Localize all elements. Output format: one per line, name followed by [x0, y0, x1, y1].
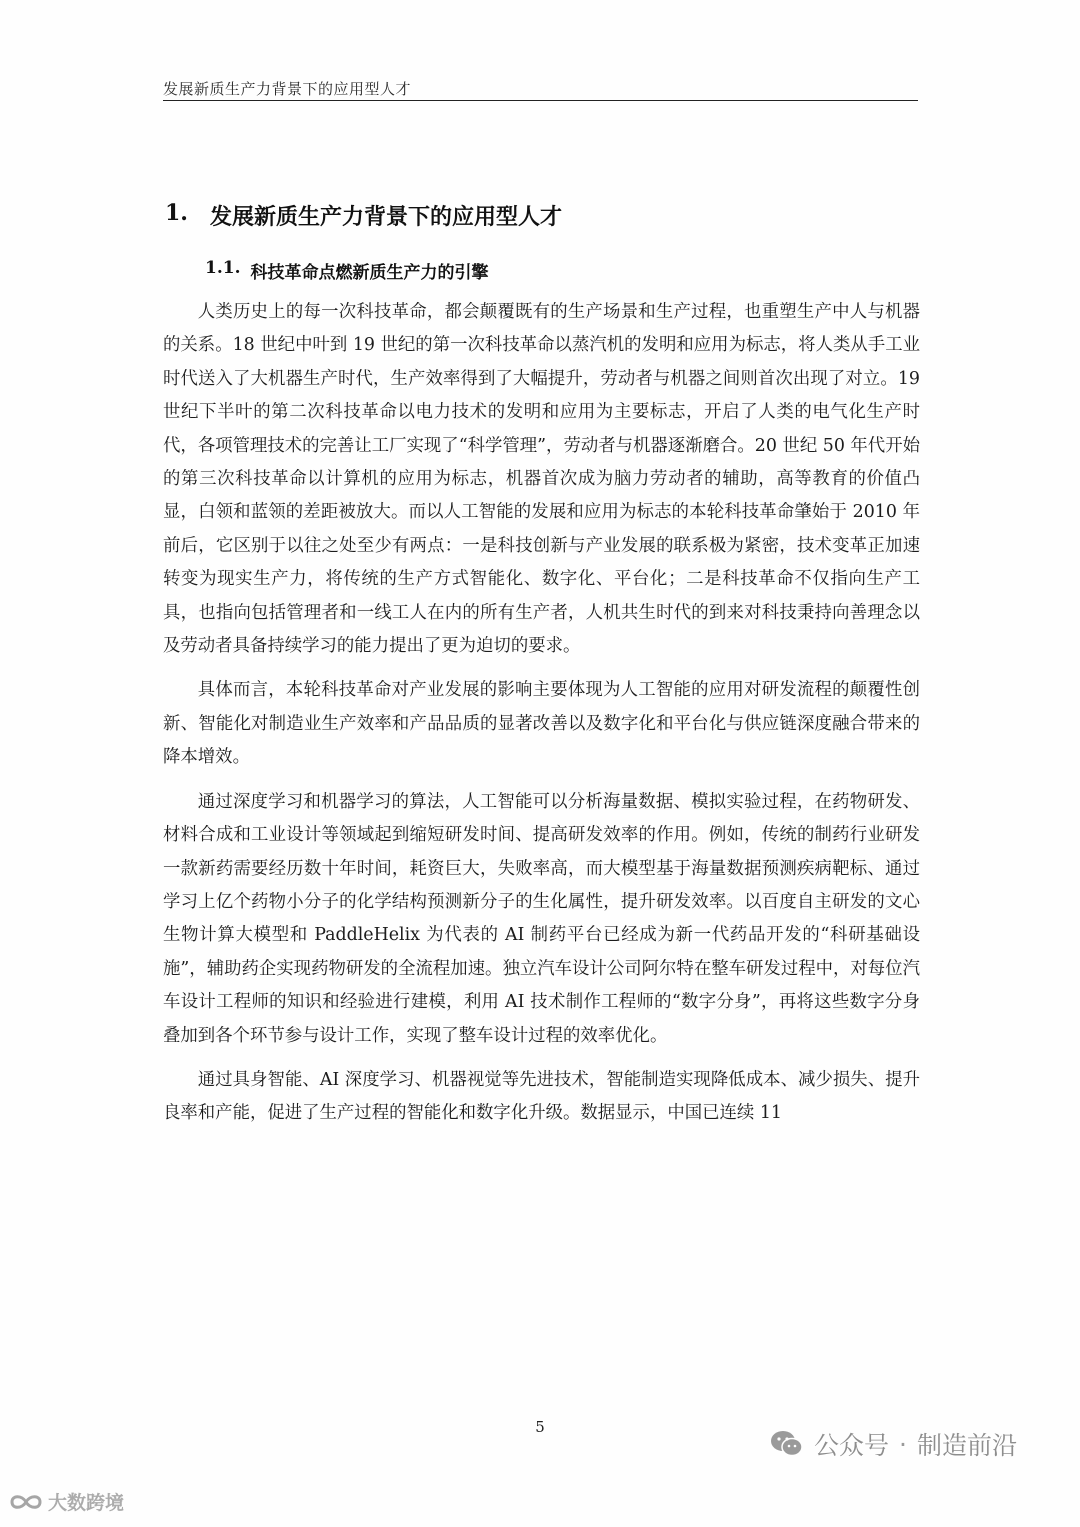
wechat-watermark: [770, 1426, 1017, 1462]
running-header: 发展新质生产力背景下的应用型人才: [163, 80, 412, 98]
subsection-number: 1.1.: [205, 258, 241, 278]
paragraph: 具体而言，本轮科技革命对产业发展的影响主要体现为人工智能的应用对研发流程的颠覆性创新、智能化对制造业生产效率和产品品质的显著改善以及数字化和平台化与供应链深度融合带来的降本增效。: [163, 680, 920, 768]
paragraph: 人类历史上的每一次科技革命，都会颠覆既有的生产场景和生产过程，也重塑生产中人与机器的关系。18 世纪中叶到 19 世纪的第一次科技革命以蒸汽机的发明和应用为标志，将人类从手工业时代送入了大机器生产时代，生产效率得到了大幅提升，劳动者与机器之间则首次出现了对立。19 世纪下半叶的第二次科技革命以电力技术的发明和应用为主要标志，开启了人类的电气化生产时代，各项管理技术的完善让工厂实现了“科学管理”，劳动者与机器逐渐磨合。20 世纪 50 年代开始的第三次科技革命以计算机的应用为标志，机器首次成为脑力劳动者的辅助，高等教育的价值凸显，白领和蓝领的差距被放大。而以人工智能的发展和应用为标志的本轮科技革命肇始于 2010 年前后，它区别于以往之处至少有两点：一是科技创新与产业发展的联系极为紧密，技术变革正加速转变为现实生产力，将传统的生产方式智能化、数字化、平台化；二是科技革命不仅指向生产工具，也指向包括管理者和一线工人在内的所有生产者，人机共生时代的到来对科技秉持向善理念以及劳动者具备持续学习的能力提出了更为迫切的要求。: [163, 302, 920, 657]
section-number: 1.: [165, 200, 188, 226]
paragraph: 通过具身智能、AI 深度学习、机器视觉等先进技术，智能制造实现降低成本、减少损失、提升良率和产能，促进了生产过程的智能化和数字化升级。数据显示，中国已连续 11: [163, 1069, 920, 1124]
body-text: [163, 296, 920, 1142]
source-watermark: [8, 1488, 124, 1515]
page-number: 5: [535, 1418, 545, 1436]
header-rule: [163, 100, 918, 101]
section-heading: [165, 200, 562, 231]
watermark-text: 大数跨境: [48, 1492, 125, 1514]
subsection-title: 科技革命点燃新质生产力的引擎: [250, 263, 489, 283]
infinity-logo-icon: [8, 1490, 44, 1514]
subsection-heading: [205, 258, 489, 283]
wechat-icon: [770, 1429, 804, 1459]
watermark-account-name: 制造前沿: [916, 1431, 1017, 1460]
watermark-prefix: 公众号: [814, 1431, 890, 1460]
paragraph: 通过深度学习和机器学习的算法，人工智能可以分析海量数据、模拟实验过程，在药物研发、材料合成和工业设计等领域起到缩短研发时间、提高研发效率的作用。例如，传统的制药行业研发一款新药需要经历数十年时间，耗资巨大，失败率高，而大模型基于海量数据预测疾病靶标、通过学习上亿个药物小分子的化学结构预测新分子的生化属性，提升研发效率。以百度自主研发的文心生物计算大模型和 PaddleHelix 为代表的 AI 制药平台已经成为新一代药品开发的“科研基础设施”，辅助药企实现药物研发的全流程加速。独立汽车设计公司阿尔特在整车研发过程中，对每位汽车设计工程师的知识和经验进行建模，利用 AI 技术制作工程师的“数字分身”，再将这些数字分身叠加到各个环节参与设计工作，实现了整车设计过程的效率优化。: [163, 791, 920, 1046]
section-title: 发展新质生产力背景下的应用型人才: [209, 204, 562, 230]
watermark-separator: ·: [899, 1429, 907, 1459]
